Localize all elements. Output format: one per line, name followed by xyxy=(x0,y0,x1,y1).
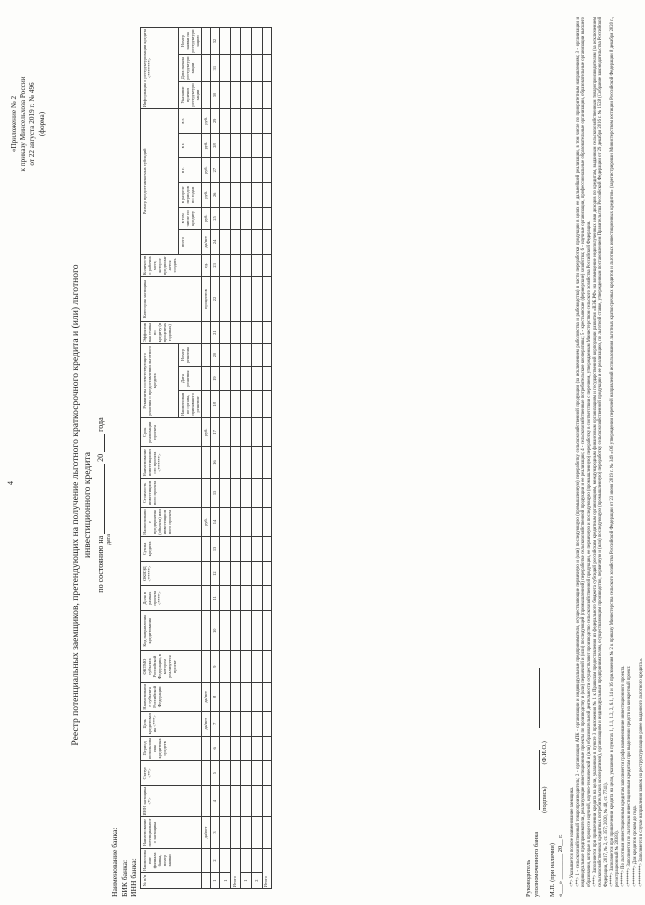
row-number: 1 xyxy=(240,873,251,889)
signature-line xyxy=(533,750,540,810)
header-cell: Наименование предприятия (объекта) или инвестиционного проекта xyxy=(141,507,202,536)
column-number: 18 xyxy=(210,391,219,418)
unit-cell xyxy=(201,848,210,873)
unit-cell xyxy=(201,785,210,816)
header-cell: Код направления кредитования xyxy=(141,611,202,651)
column-number: 5 xyxy=(210,761,219,786)
header-cell: Цель кредитования <***> xyxy=(141,711,202,736)
name-caption: (Ф.И.О.) xyxy=(541,741,548,765)
unit-cell xyxy=(201,537,210,562)
footnote: <******> Заполняется по льготным инвестиционным кредитам при выделении средств на конкретный проект. xyxy=(626,665,632,887)
bank-inn-label: ИНН банка: xyxy=(129,858,138,897)
as-of-year-suffix: года xyxy=(96,417,105,432)
total-label: Итого xyxy=(231,848,240,888)
unit-cell xyxy=(201,391,210,418)
column-number: 17 xyxy=(210,418,219,447)
header-cell: Наименование инвестиционного проекта <******> xyxy=(141,447,202,478)
header-cell: Информация о реструктуризации кредита <*******> xyxy=(141,28,179,109)
annex-line: «Приложение № 2 xyxy=(10,95,18,153)
registry-table xyxy=(140,27,272,889)
subheader-cell: в разрезе периодов по годам xyxy=(179,183,202,208)
column-number: 6 xyxy=(210,736,219,761)
total-label: Итого xyxy=(262,848,271,888)
unit-cell xyxy=(201,736,210,761)
subheader-cell: Дата решения xyxy=(179,366,202,391)
unit-cell xyxy=(201,586,210,611)
footnotes xyxy=(570,17,645,887)
unit-cell: руб. xyxy=(201,183,210,208)
total-row xyxy=(231,28,240,889)
header-cell: Доля в рамках проекта <****> xyxy=(141,586,202,611)
header-cell: Срок реализации проекта xyxy=(141,418,202,447)
column-number: 29 xyxy=(210,108,219,133)
header-cell: Реквизиты соответствующего решения о предоставлении льготного кредита xyxy=(141,344,179,418)
subheader-cell xyxy=(179,158,202,183)
subheader-cell xyxy=(179,108,202,133)
as-of-date-blank xyxy=(96,464,105,534)
as-of-year-blank xyxy=(96,434,105,452)
as-of-year-prefix: 20 xyxy=(96,453,105,462)
unit-cell xyxy=(201,28,210,55)
bank-bik-label: БИК банка: xyxy=(119,859,129,897)
header-cell: Количество рабочих мест, которое предполагается создать xyxy=(141,254,202,276)
unit-cell xyxy=(201,651,210,682)
subheader-cell: Номер решения xyxy=(179,344,202,366)
unit-cell xyxy=(201,611,210,651)
column-number: 1 xyxy=(210,873,219,889)
column-number: 20 xyxy=(210,344,219,366)
unit-cell xyxy=(201,478,210,507)
footnote: <*****> По льготным инвестиционным кредитам заполняется графа наименование инвестиционного проекта. xyxy=(621,665,627,887)
date-caption: дата xyxy=(106,534,112,545)
column-number: 2 xyxy=(210,848,219,873)
column-number: 25 xyxy=(210,207,219,229)
column-number: 31 xyxy=(210,55,219,82)
unit-cell: да/нет xyxy=(201,817,210,848)
column-number: 7 xyxy=(210,711,219,736)
table-row xyxy=(220,28,231,889)
column-number: 19 xyxy=(210,366,219,391)
as-of-line xyxy=(96,355,105,655)
footnote: <****> Заполняется при привлечении кредита на цели, указанные в пунктах 1, 1.1, 1.2, 2, 6.1, 14 и 16 приложения № 2 к приказу Министерства сельского хозяйства Российской Федерации от 23 июня 2019 г. № 349 «Об утверждении перечней направлений использования льготных краткосрочных кредитов и льготных инвестиционных кредитов» (зарегистрирован Министерством юстиции Российской Федерации 8 декабря 2020 г., регистрационный № 28383). xyxy=(609,17,621,887)
header-cell: Наименование потенциального заемщика xyxy=(141,817,202,848)
unit-cell: да/нет xyxy=(201,230,210,255)
column-number: 21 xyxy=(210,321,219,343)
annex-line: к приказу Минсельхоза России xyxy=(19,76,28,172)
header-cell: ИНН заемщика <*> xyxy=(141,785,202,816)
subheader-cell: Номер заявки на реструктуризацию xyxy=(179,29,201,53)
signature-block xyxy=(525,668,565,897)
header-cell: Наименование субъекта Российской Федерации xyxy=(141,682,202,711)
column-number: 14 xyxy=(210,507,219,536)
row-number: 1 xyxy=(220,873,231,889)
header-cell: Период использования кредитных средств xyxy=(141,736,202,761)
column-number: 22 xyxy=(210,277,219,322)
unit-cell: ед. xyxy=(201,254,210,276)
year-prefix: в xyxy=(179,170,185,173)
column-number-row xyxy=(210,28,219,889)
signature-row xyxy=(533,668,541,897)
column-number: 26 xyxy=(210,183,219,208)
subheader-cell xyxy=(179,133,202,158)
header-cell: Стоимость инвестиционного проекта xyxy=(141,478,202,507)
column-number: 24 xyxy=(210,230,219,255)
footnote: <***> Заполняется при привлечении кредита на цели, указанные в пункте 3 приложения № 1 к Правилам предоставления из федерального бюджета субсидий российским кредитным организациям, международным финансовым организациям и государственной корпорации развития «ВЭБ.РФ» на возмещение недополученных ими доходов по кредитам, выданным сельскохозяйственным товаропроизводителям (за исключением сельскохозяйственных кредитных потребительских кооперативов), организациям и индивидуальным предпринимателям, осуществляющим производство, первичную и (или) последующую (промышленную) переработку сельскохозяйственной продукции и ее реализацию, по льготной ставке, утвержденным постановлением Правительства Российской Федерации от 29 декабря 2016 г. № 1528 (Собрание законодательства Российской Федерации, 2017, № 2, ст. 357; 2020, № 48, ст. 7741). xyxy=(592,17,609,887)
annex-block xyxy=(10,14,47,234)
unit-cell: руб. xyxy=(201,158,210,183)
signature-date: «___» ________ 20__ г. xyxy=(557,834,564,897)
unit-cell: да/нет xyxy=(201,682,210,711)
bank-info xyxy=(110,827,139,897)
row-number: 2 xyxy=(251,873,262,889)
column-number: 32 xyxy=(210,28,219,55)
name-line xyxy=(533,668,540,728)
header-cell: № п/п xyxy=(141,873,202,889)
column-number: 4 xyxy=(210,785,219,816)
page-number: 4 xyxy=(6,481,15,485)
unit-row xyxy=(201,28,210,889)
spacer xyxy=(541,835,549,897)
unit-cell xyxy=(201,344,210,366)
unit-cell xyxy=(201,55,210,82)
column-number: 12 xyxy=(210,561,219,586)
header-cell: Эффективная ставка по кредиту (в процентах годовых) xyxy=(141,321,202,343)
subheader-cell: Дата начала реструктуризации xyxy=(179,55,202,82)
table-row xyxy=(240,28,251,889)
as-of-prefix: по состоянию на xyxy=(96,535,105,593)
unit-cell xyxy=(201,366,210,391)
header-cell: Статус <**> xyxy=(141,761,202,786)
column-number: 13 xyxy=(210,537,219,562)
annex-line: (форма) xyxy=(37,111,46,137)
header-cell: ОКВЭД <*****> xyxy=(141,561,202,586)
unit-cell: руб. xyxy=(201,418,210,447)
column-number: 16 xyxy=(210,447,219,478)
unit-cell: руб. xyxy=(201,507,210,536)
column-number: 9 xyxy=(210,651,219,682)
footnote: <*> Указывается полное наименование заемщика. xyxy=(570,786,575,887)
unit-cell xyxy=(201,873,210,889)
table-row xyxy=(251,28,262,889)
subheader-cell: Указание причин реструктуризации xyxy=(179,83,201,107)
signature-head-label: Руководитель xyxy=(525,859,532,897)
footnote: <*******> Для кредитов сроком до года. xyxy=(632,805,638,887)
unit-cell: процентов xyxy=(201,277,210,322)
year-prefix: в xyxy=(179,146,185,149)
unit-cell: руб. xyxy=(201,133,210,158)
column-number: 30 xyxy=(210,82,219,109)
bank-name-label: Наименование банка: xyxy=(110,827,119,897)
document-title: Реестр потенциальных заемщиков, претендующих на получение льготного краткосрочного кредита и (или) льготного инвестиционного кредита xyxy=(70,264,93,746)
year-prefix: в xyxy=(179,121,185,124)
total-row xyxy=(262,28,271,889)
column-number: 23 xyxy=(210,254,219,276)
annex-line: от 22 августа 2019 г. № 496 xyxy=(28,82,37,166)
header-cell: Размер предоставляемых субсидий xyxy=(141,108,179,254)
column-number: 3 xyxy=(210,817,219,848)
subheader-cell: Наименование органа, принявшего решение xyxy=(179,392,201,416)
unit-cell xyxy=(201,447,210,478)
column-number: 10 xyxy=(210,611,219,651)
column-number: 11 xyxy=(210,586,219,611)
header-cell: Категория заемщика xyxy=(141,277,202,322)
footnote: <********> Заполняется в случае направления заявок на реструктуризацию ранее выданного льготного кредита.». xyxy=(638,657,644,887)
unit-cell xyxy=(201,321,210,343)
unit-cell: руб. xyxy=(201,108,210,133)
unit-cell: да/нет xyxy=(201,711,210,736)
year-unit: г. xyxy=(179,118,185,121)
column-number: 27 xyxy=(210,158,219,183)
signature-head-sub: уполномоченного банка xyxy=(533,831,540,897)
header-cell: Наименование филиала банка, номер заявки xyxy=(141,848,202,873)
unit-cell: руб. xyxy=(201,207,210,229)
footnote: <**> 1 - сельскохозяйственный товаропроизводитель; 2 - организация АПК - организации и индивидуальные предприниматели, осуществляющие первичную и (или) последующую (промышленную) переработку сельскохозяйственной продукции (за исключением рыболовства и рыбоводства) в части переработки продукции в целях ее дальнейшей реализации, в том числе по приоритетным направлениям; 3 - организации и индивидуальные предприниматели, реализующие инвестиционные проекты по производству и (или) первичной и (или) последующей (промышленной) переработке сельскохозяйственной продукции и ее реализации; 4 - сельскохозяйственные потребительские кооперативы; 5 - крестьянские (фермерские) хозяйства; 6 - научные организации, профессиональные образовательные организации, образовательные организации высшего образования, которые в процессе научной, научно-технической и (или) образовательной деятельности осуществляют производство сельскохозяйственной продукции, ее первичную и последующую (промышленную) переработку в соответствии с перечнем, утверждаемым Министерством сельского хозяйства Российской Федерации. xyxy=(575,17,592,887)
year-unit: г. xyxy=(179,142,185,146)
column-number: 28 xyxy=(210,133,219,158)
header-cell: ОКТМО субъекта Российской Федерации, в котором реализуется проект xyxy=(141,651,202,682)
unit-cell xyxy=(201,561,210,586)
header-row xyxy=(141,28,179,889)
seal-label: М.П. (при наличии) xyxy=(549,843,556,897)
year-unit: г. xyxy=(179,167,185,170)
header-cell: Сумма кредита xyxy=(141,537,202,562)
subheader-cell: в том числе по кредиту xyxy=(179,207,202,229)
subheader-cell: всего xyxy=(179,230,202,255)
column-number: 8 xyxy=(210,682,219,711)
signature-caption: (подпись) xyxy=(541,786,548,813)
unit-cell xyxy=(201,761,210,786)
signature-caption-row xyxy=(541,668,549,897)
column-number: 15 xyxy=(210,478,219,507)
unit-cell xyxy=(201,82,210,109)
